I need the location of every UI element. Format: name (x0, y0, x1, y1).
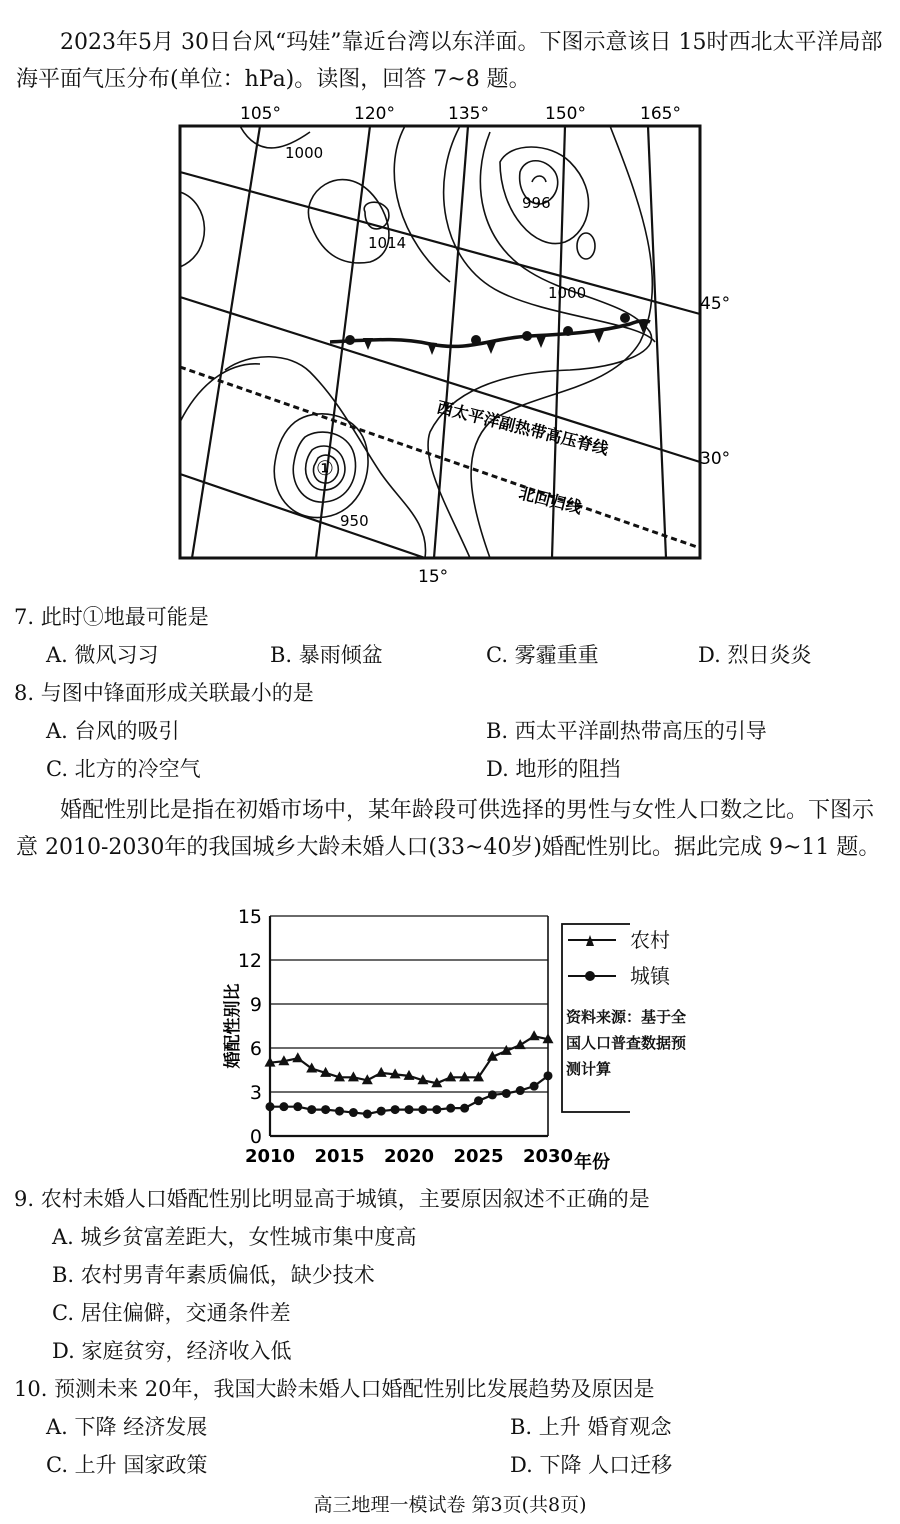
svg-text:996: 996 (522, 194, 551, 212)
data-point-urban (335, 1107, 344, 1116)
x-tick-label: 2010 (244, 1146, 296, 1167)
intro-paragraph-sex-ratio: 婚配性别比是指在初婚市场中，某年龄段可供选择的男性与女性人口数之比。下图示意 2010-2030年的我国城乡大龄未婚人口(33~40岁)婚配性别比。据此完成 9~11 题。 (16, 798, 881, 860)
svg-text:30°: 30° (700, 449, 730, 469)
question-10-stem: 10. 预测未来 20年，我国大龄未婚人口婚配性别比发展趋势及原因是 (14, 1377, 655, 1401)
x-tick-label: 2020 (383, 1146, 435, 1167)
legend-source-note: 资料来源：基于全国人口普查数据预测计算 (566, 1008, 687, 1078)
tropic-label: 北回归线 (517, 483, 584, 518)
data-point-urban (474, 1096, 483, 1105)
x-tick-label: 2030 (522, 1146, 574, 1167)
legend-item-rural (560, 922, 700, 958)
y-axis-title: 婚配性别比 (223, 983, 243, 1069)
y-tick-label: 15 (237, 906, 262, 928)
question-8-option-d: D. 地形的阻挡 (486, 757, 621, 781)
svg-text:165°: 165° (640, 104, 681, 124)
page-footer: 高三地理一模试卷 第3页(共8页) (313, 1494, 587, 1516)
data-point-urban (530, 1082, 539, 1091)
data-point-urban (488, 1090, 497, 1099)
question-7-stem: 7. 此时①地最可能是 (14, 605, 209, 629)
question-7-option-a: A. 微风习习 (46, 643, 159, 667)
pressure-map-svg (170, 102, 730, 590)
question-10-option-b: B. 上升 婚育观念 (510, 1415, 672, 1439)
point-1-label: ① (316, 456, 334, 480)
question-8-stem: 8. 与图中锋面形成关联最小的是 (14, 681, 314, 705)
legend-rural-marker (566, 930, 626, 950)
data-point-urban (418, 1105, 427, 1114)
question-9-option-a: A. 城乡贫富差距大，女性城市集中度高 (52, 1225, 417, 1249)
svg-text:950: 950 (340, 512, 369, 530)
data-point-urban (279, 1102, 288, 1111)
chart-series (265, 1030, 554, 1118)
pressure-map-figure (170, 102, 730, 590)
svg-text:150°: 150° (545, 104, 586, 124)
data-point-rural (515, 1039, 526, 1049)
data-point-urban (502, 1089, 511, 1098)
question-8-option-b: B. 西太平洋副热带高压的引导 (486, 719, 767, 743)
y-tick-label: 0 (249, 1126, 262, 1148)
x-tick-label: 2015 (314, 1146, 365, 1167)
data-point-rural (376, 1067, 387, 1077)
question-10-option-d: D. 下降 人口迁移 (510, 1453, 673, 1477)
svg-text:105°: 105° (240, 104, 281, 124)
legend-urban-marker (566, 966, 626, 986)
question-9-option-d: D. 家庭贫穷，经济收入低 (52, 1339, 292, 1363)
question-10-option-c: C. 上升 国家政策 (46, 1453, 208, 1477)
data-point-rural (306, 1063, 317, 1073)
svg-text:1000: 1000 (548, 284, 587, 302)
svg-text:1014: 1014 (368, 234, 407, 252)
data-point-urban (446, 1104, 455, 1113)
data-point-urban (377, 1107, 386, 1116)
data-point-urban (349, 1108, 358, 1117)
data-point-urban (266, 1102, 275, 1111)
y-tick-label: 6 (249, 1038, 262, 1060)
subtropical-ridge-label: 西太平洋副热带高压脊线 (435, 397, 611, 459)
y-tick-label: 3 (249, 1082, 262, 1104)
y-tick-label: 9 (249, 994, 262, 1016)
legend-urban-label: 城镇 (630, 964, 670, 988)
data-point-urban (321, 1105, 330, 1114)
front-symbols (345, 313, 648, 355)
question-7-option-c: C. 雾霾重重 (486, 643, 599, 667)
data-point-urban (516, 1086, 525, 1095)
svg-text:15°: 15° (418, 567, 449, 587)
data-point-urban (293, 1102, 302, 1111)
longitude-labels (240, 104, 681, 124)
data-point-rural (292, 1052, 303, 1062)
x-axis-title: 年份 (574, 1152, 610, 1173)
data-point-urban (460, 1104, 469, 1113)
y-tick-label: 12 (237, 950, 262, 972)
svg-text:45°: 45° (700, 294, 730, 314)
question-9-option-c: C. 居住偏僻，交通条件差 (52, 1301, 291, 1325)
data-point-urban (391, 1105, 400, 1114)
legend-content (560, 922, 700, 1082)
legend-rural-label: 农村 (630, 928, 670, 952)
data-point-urban (307, 1105, 316, 1114)
svg-text:120°: 120° (354, 104, 395, 124)
question-8-option-a: A. 台风的吸引 (46, 719, 180, 743)
x-tick-labels (245, 1146, 573, 1167)
svg-text:1000: 1000 (285, 144, 324, 162)
tropic-of-cancer-line (180, 367, 700, 548)
latitude-lines (180, 172, 700, 558)
data-point-urban (363, 1110, 372, 1119)
intro-paragraph-typhoon: 2023年5月 30日台风“玛娃”靠近台湾以东洋面。下图示意该日 15时西北太平洋局部海平面气压分布(单位：hPa)。读图，回答 7~8 题。 (16, 30, 883, 92)
data-point-urban (405, 1105, 414, 1114)
data-point-urban (432, 1105, 441, 1114)
question-7-option-d: D. 烈日炎炎 (698, 643, 812, 667)
legend-item-urban (560, 958, 700, 994)
data-point-rural (529, 1030, 540, 1040)
svg-text:135°: 135° (448, 104, 489, 124)
data-point-urban (544, 1071, 553, 1080)
x-tick-label: 2025 (453, 1146, 504, 1167)
question-9-option-b: B. 农村男青年素质偏低，缺少技术 (52, 1263, 375, 1287)
question-8-option-c: C. 北方的冷空气 (46, 757, 201, 781)
question-10-option-a: A. 下降 经济发展 (46, 1415, 208, 1439)
question-7-option-b: B. 暴雨倾盆 (270, 643, 383, 667)
question-9-stem: 9. 农村未婚人口婚配性别比明显高于城镇，主要原因叙述不正确的是 (14, 1187, 650, 1211)
